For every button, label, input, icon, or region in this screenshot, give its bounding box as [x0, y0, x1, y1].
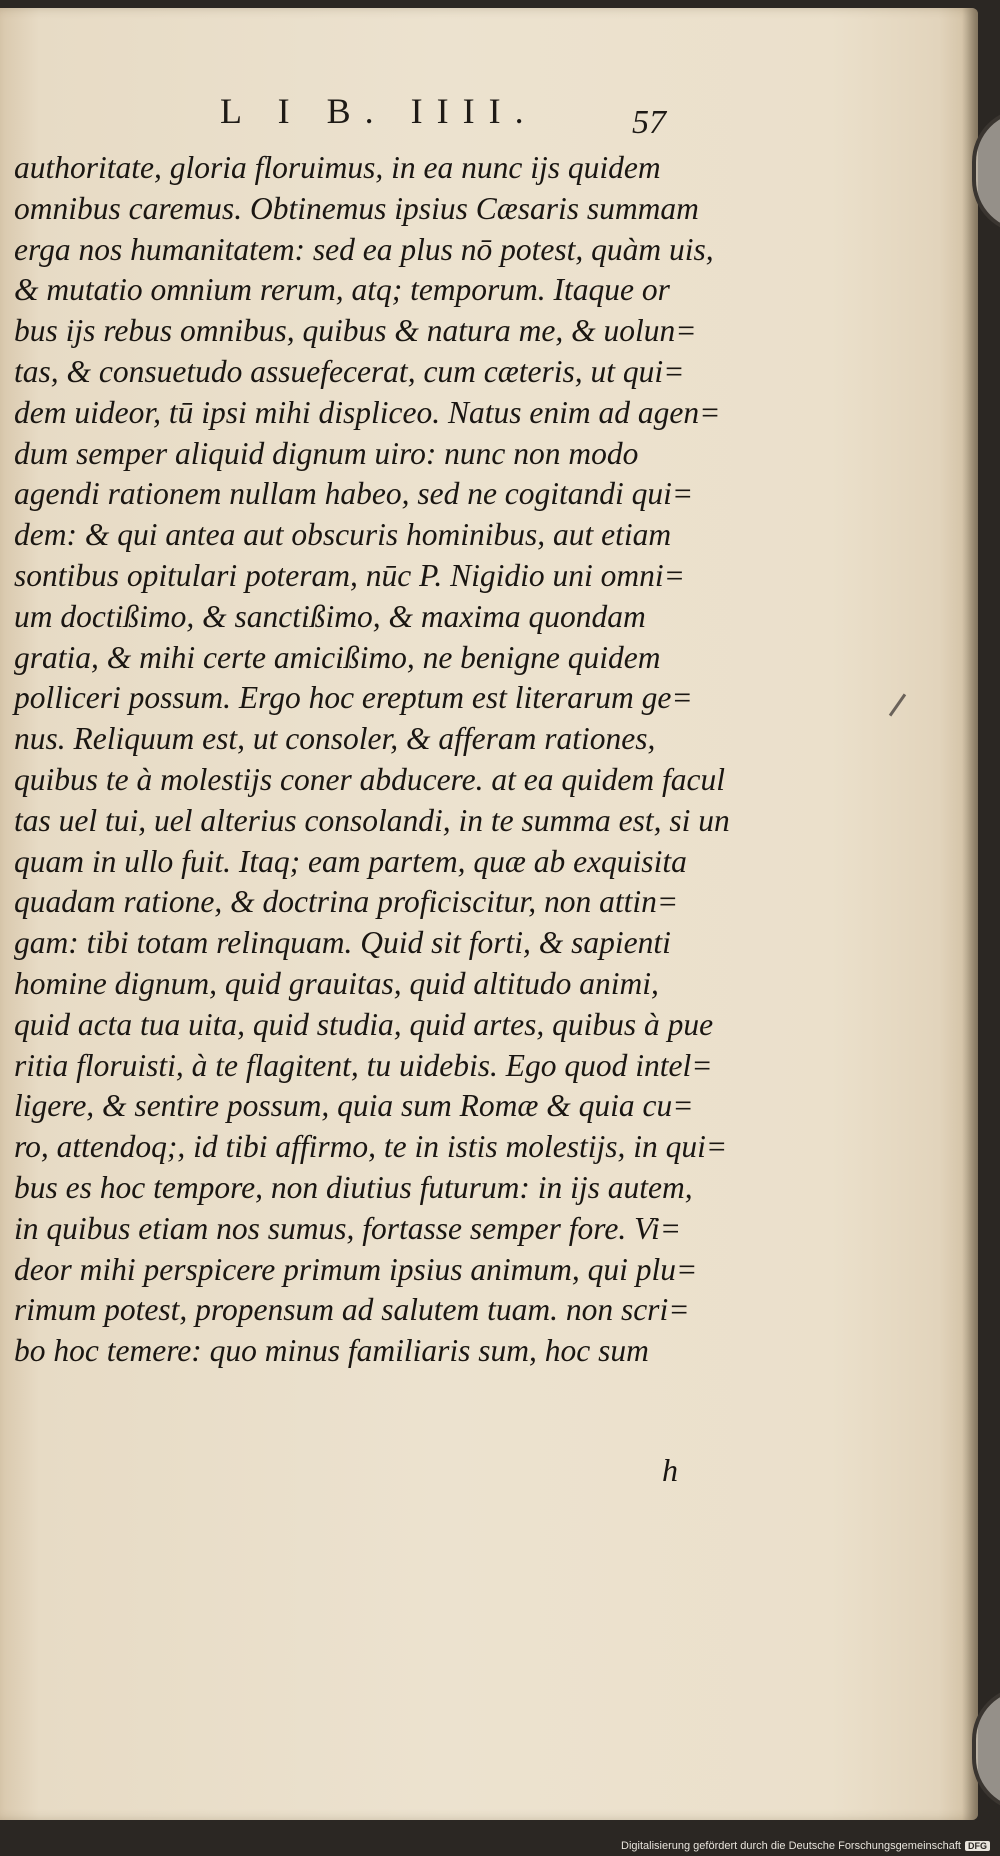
- text-line: dem: & qui antea aut obscuris hominibus, aut etiam: [14, 517, 672, 553]
- text-line: omnibus caremus. Obtinemus ipsius Cæsaris summam: [14, 190, 699, 226]
- text-line: deor mihi perspicere primum ipsius animum, qui plu=: [14, 1251, 698, 1287]
- digitization-credit: [621, 1840, 990, 1852]
- text-line: sontibus opitulari poteram, nūc P. Nigidio uni omni=: [14, 557, 685, 593]
- text-line: authoritate, gloria floruimus, in ea nunc ijs quidem: [14, 150, 661, 185]
- text-line: nus. Reliquum est, ut consoler, & afferam rationes,: [14, 721, 656, 757]
- text-line: & mutatio omnium rerum, atq; temporum. Itaque or: [14, 272, 670, 308]
- text-line: gam: tibi totam relinquam. Quid sit forti, & sapienti: [14, 925, 671, 961]
- text-line: homine dignum, quid grauitas, quid altitudo animi,: [14, 965, 659, 1001]
- text-line: quadam ratione, & doctrina proficiscitur, non attin=: [14, 884, 679, 920]
- pencil-mark: [889, 693, 906, 716]
- dfg-logo: DFG: [965, 1841, 990, 1851]
- text-line: ligere, & sentire possum, quia sum Romæ & quia cu=: [14, 1088, 694, 1124]
- text-line: in quibus etiam nos sumus, fortasse semper fore. Vi=: [14, 1210, 681, 1246]
- page-edge: [962, 8, 978, 1820]
- text-line: quid acta tua uita, quid studia, quid artes, quibus à pue: [14, 1006, 714, 1042]
- text-line: bus ijs rebus omnibus, quibus & natura me, & uolun=: [14, 313, 697, 349]
- text-line: bus es hoc tempore, non diutius futurum: in ijs autem,: [14, 1169, 693, 1205]
- text-line: bo hoc temere: quo minus familiaris sum, hoc sum: [14, 1333, 649, 1369]
- running-head: L I B. IIII.: [220, 91, 538, 131]
- text-line: dum semper aliquid dignum uiro: nunc non modo: [14, 435, 639, 471]
- text-line: dem uideor, tū ipsi mihi displiceo. Natus enim ad agen=: [14, 394, 721, 430]
- book-page: [0, 8, 978, 1820]
- text-line: quibus te à molestijs coner abducere. at ea quidem facul: [14, 761, 725, 797]
- text-line: gratia, & mihi certe amicißimo, ne benigne quidem: [14, 639, 661, 675]
- text-line: tas uel tui, uel alterius consolandi, in te summa est, si un: [14, 802, 730, 838]
- text-line: um doctißimo, & sanctißimo, & maxima quondam: [14, 598, 646, 634]
- text-line: rimum potest, propensum ad salutem tuam. non scri=: [14, 1292, 690, 1328]
- credit-text: Digitalisierung gefördert durch die Deutsche Forschungsgemeinschaft: [621, 1840, 961, 1852]
- text-line: erga nos humanitatem: sed ea plus nō potest, quàm uis,: [14, 231, 714, 267]
- text-line: ro, attendoq;, id tibi affirmo, te in istis molestijs, in qui=: [14, 1129, 728, 1165]
- catchword: h: [662, 1452, 678, 1488]
- folio-number: 57: [632, 104, 666, 141]
- text-line: ritia floruisti, à te flagitent, tu uidebis. Ego quod intel=: [14, 1047, 713, 1083]
- body-text: [14, 148, 734, 1372]
- text-line: tas, & consuetudo assuefecerat, cum cæteris, ut qui=: [14, 353, 685, 389]
- text-line: quam in ullo fuit. Itaq; eam partem, quæ ab exquisita: [14, 843, 687, 879]
- text-line: polliceri possum. Ergo hoc ereptum est literarum ge=: [14, 680, 693, 716]
- text-line: agendi rationem nullam habeo, sed ne cogitandi qui=: [14, 476, 694, 512]
